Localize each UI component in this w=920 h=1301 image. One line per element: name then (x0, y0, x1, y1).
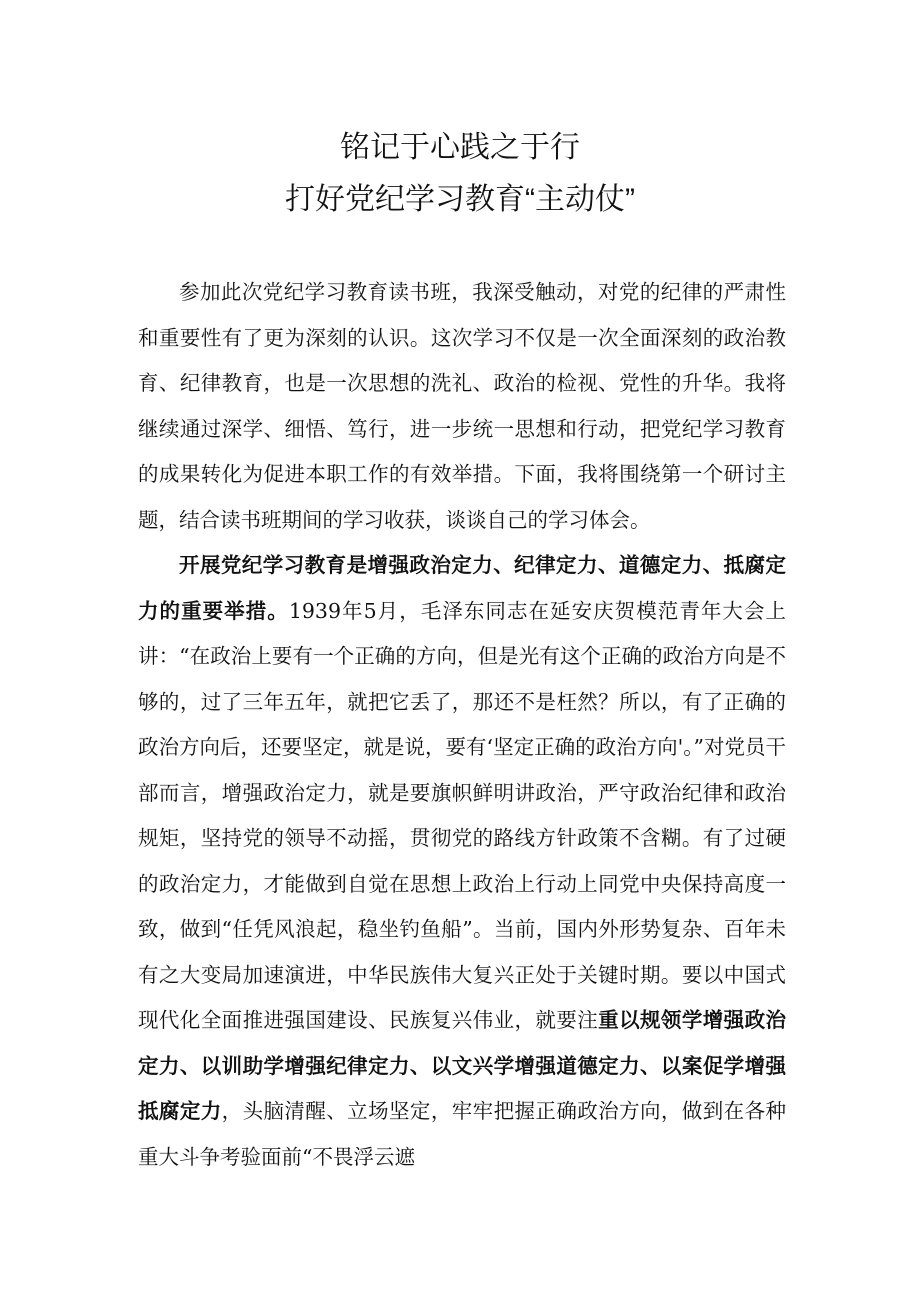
paragraph-2-text-a: 1939年5月，毛泽东同志在延安庆贺模范青年大会上讲：“在政治上要有一个正确的方向，但是光有这个正确的政治方向是不够的，过了三年五年，就把它丢了，那还不是枉然？所以，有了正确的政治方向后，还要坚定，就是说，要有‘坚定正确的政治方向'。”对党员干部而言，增强政治定力，就是要旗帜鲜明讲政治，严守政治纪律和政治规矩，坚持党的领导不动摇，贯彻党的路线方针政策不含糊。有了过硬的政治定力，才能做到自觉在思想上政治上行动上同党中央保持高度一致，做到“任凭风浪起，稳坐钓鱼船”。当前，国内外形势复杂、百年未有之大变局加速演进，中华民族伟大复兴正处于关键时期。要以中国式现代化全面推进强国建设、民族复兴伟业，就要注 (138, 598, 787, 1032)
paragraph-2-text-c: ，头脑清醒、立场坚定，牢牢把握正确政治方向，做到在各种重大斗争考验面前“不畏浮云遮 (138, 1099, 787, 1169)
title-line-1: 铭记于心践之于行 (340, 131, 580, 164)
title-line-2: 打好党纪学习教育“主动仗” (285, 183, 635, 216)
paragraph-2-bold-b: 重以规领学增强政治定力、以训助学增强纪律定力、以文兴学增强道德定力、以案促学增强抵腐定力 (138, 1008, 787, 1123)
document-title (0, 122, 920, 226)
document-body (138, 270, 786, 1180)
paragraph-2-heading: 开展党纪学习教育是增强政治定力、纪律定力、道德定力、抵腐定力的重要举措。 (138, 553, 786, 623)
paragraph-1: 参加此次党纪学习教育读书班，我深受触动，对党的纪律的严肃性和重要性有了更为深刻的认识。这次学习不仅是一次全面深刻的政治教育、纪律教育，也是一次思想的洗礼、政治的检视、党性的升华。我将继续通过深学、细悟、笃行，进一步统一思想和行动，把党纪学习教育的成果转化为促进本职工作的有效举措。下面，我将围绕第一个研讨主题，结合读书班期间的学习收获，谈谈自己的学习体会。 (138, 280, 786, 532)
paragraph-2 (138, 543, 786, 1180)
